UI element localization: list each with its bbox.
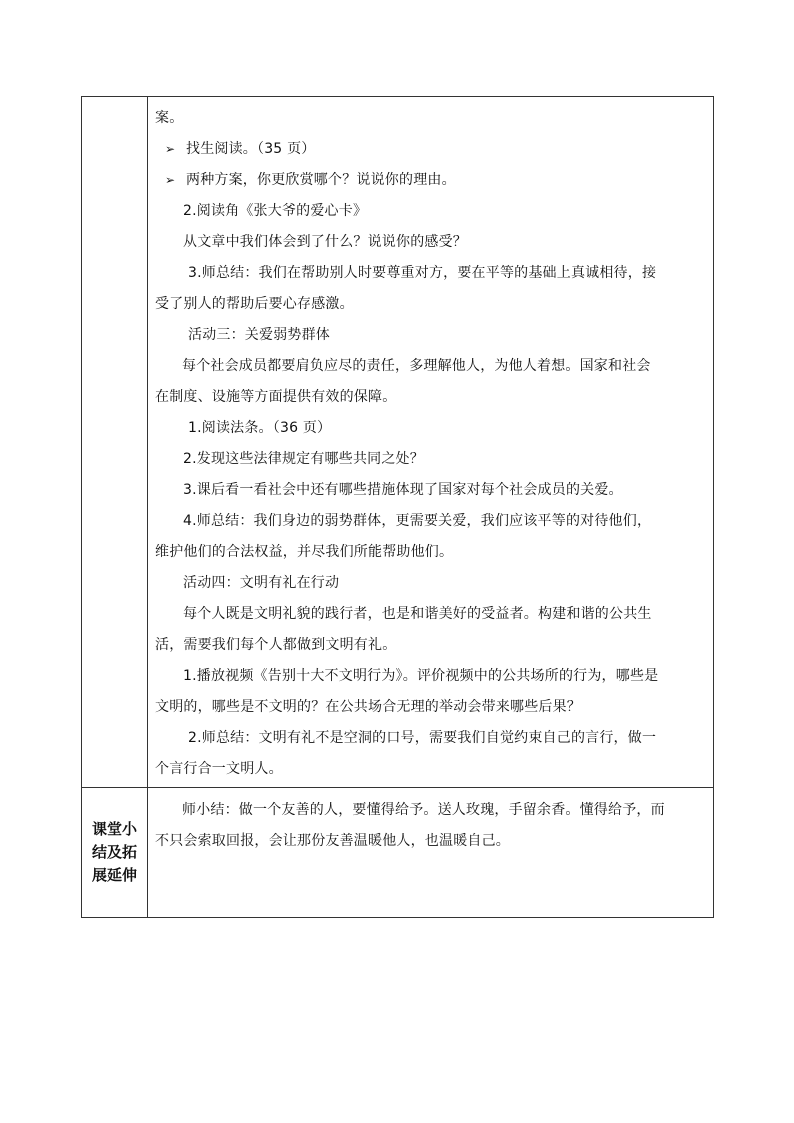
summary-label	[82, 818, 147, 887]
summary-line: 师小结：做一个友善的人，要懂得给予。送人玫瑰，手留余香。懂得给予，而	[182, 802, 665, 818]
text-line: 3.课后看一看社会中还有哪些措施体现了国家对每个社会成员的关爱。	[183, 482, 623, 498]
text-line: 2.阅读角《张大爷的爱心卡》	[183, 203, 368, 219]
text-line: 文明的，哪些是不文明的？在公共场合无理的举动会带来哪些后果？	[155, 699, 581, 715]
summary-label-line: 结及拓	[91, 843, 137, 861]
text-line: 每个社会成员都要肩负应尽的责任，多理解他人，为他人着想。国家和社会	[182, 358, 651, 374]
text-line: 2.发现这些法律规定有哪些共同之处？	[183, 451, 424, 467]
text-line: 受了别人的帮助后要心存感激。	[155, 296, 354, 312]
bullet-text: 两种方案，你更欣赏哪个？说说你的理由。	[186, 172, 456, 188]
text-line: 从文章中我们体会到了什么？说说你的感受？	[183, 234, 467, 250]
bullet-line	[155, 165, 715, 196]
lesson-plan-table	[81, 96, 714, 918]
text-line: 个言行合一文明人。	[155, 761, 283, 777]
text-line: 活，需要我们每个人都做到文明有礼。	[155, 637, 397, 653]
teaching-process-cell	[155, 103, 715, 785]
arrow-bullet-icon: ➢	[165, 142, 176, 156]
text-line: 每个人既是文明礼貌的践行者，也是和谐美好的受益者。构建和谐的公共生	[183, 606, 652, 622]
column-divider	[147, 97, 148, 917]
text-line: 维护他们的合法权益，并尽我们所能帮助他们。	[155, 544, 454, 560]
summary-line: 不只会索取回报，会让那份友善温暖他人，也温暖自己。	[155, 833, 510, 849]
bullet-text: 找生阅读。（35 页）	[186, 141, 316, 157]
summary-label-line: 展延伸	[91, 866, 137, 884]
row-divider	[82, 787, 713, 788]
arrow-bullet-icon: ➢	[165, 173, 176, 187]
bullet-line	[155, 134, 715, 165]
text-line: 1.阅读法条。（36 页）	[188, 420, 332, 436]
summary-label-line: 课堂小	[91, 820, 137, 838]
text-line: 2.师总结：文明有礼不是空洞的口号，需要我们自觉约束自己的言行，做一	[188, 730, 657, 746]
text-line: 案。	[155, 110, 184, 126]
text-line: 1.播放视频《告别十大不文明行为》。评价视频中的公共场所的行为，哪些是	[183, 668, 659, 684]
text-line: 4.师总结：我们身边的弱势群体，更需要关爱，我们应该平等的对待他们，	[183, 513, 652, 529]
activity-heading: 活动四：文明有礼在行动	[183, 575, 340, 591]
text-line: 3.师总结：我们在帮助别人时要尊重对方，要在平等的基础上真诚相待，接	[188, 265, 657, 281]
text-line: 在制度、设施等方面提供有效的保障。	[155, 389, 397, 405]
summary-content-cell	[155, 795, 715, 857]
activity-heading: 活动三：关爱弱势群体	[188, 327, 330, 343]
